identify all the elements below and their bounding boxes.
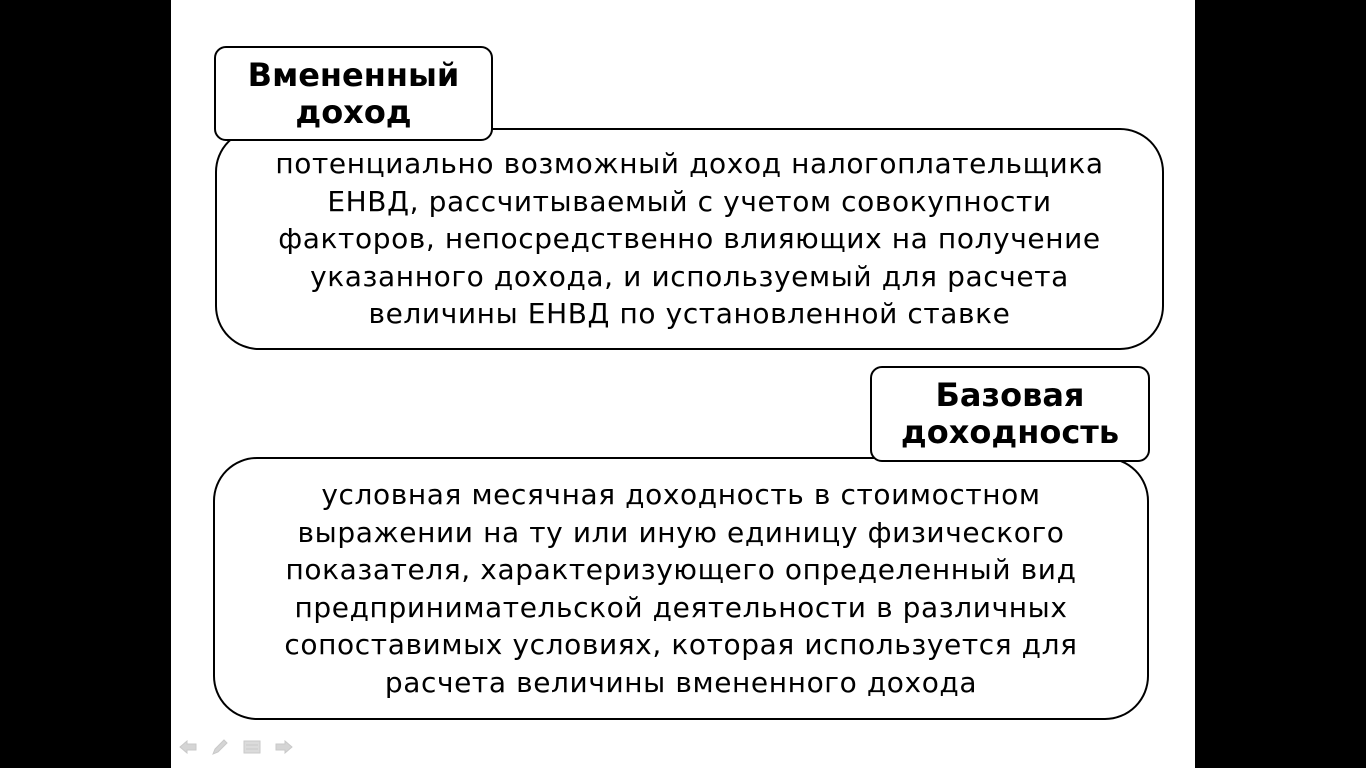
arrow-left-icon[interactable] [179,738,197,756]
pen-icon[interactable] [211,738,229,756]
slideshow-nav [179,738,293,756]
arrow-right-icon[interactable] [275,738,293,756]
term2-title [870,366,1150,462]
term2-definition-text: условная месячная доходность в стоимостном выражении на ту или иную единицу физического показателя, характеризующего определенный вид предпринимательской деятельности в различных сопоставимых условиях, которая используется для расчета величины вмененного дохода [284,478,1078,699]
term1-title-text: Вмененный доход [247,55,460,131]
slide [171,0,1195,768]
term2-definition [213,457,1149,720]
term2-title-text: Базовая доходность [900,376,1120,451]
menu-icon[interactable] [243,738,261,756]
term1-title [214,46,493,141]
term1-definition [215,128,1164,350]
term1-definition-text: потенциально возможный доход налогоплательщика ЕНВД, рассчитываемый с учетом совокупности факторов, непосредственно влияющих на получение указанного дохода, и используемый для расчета величины ЕНВД по установленной ставке [275,147,1104,331]
